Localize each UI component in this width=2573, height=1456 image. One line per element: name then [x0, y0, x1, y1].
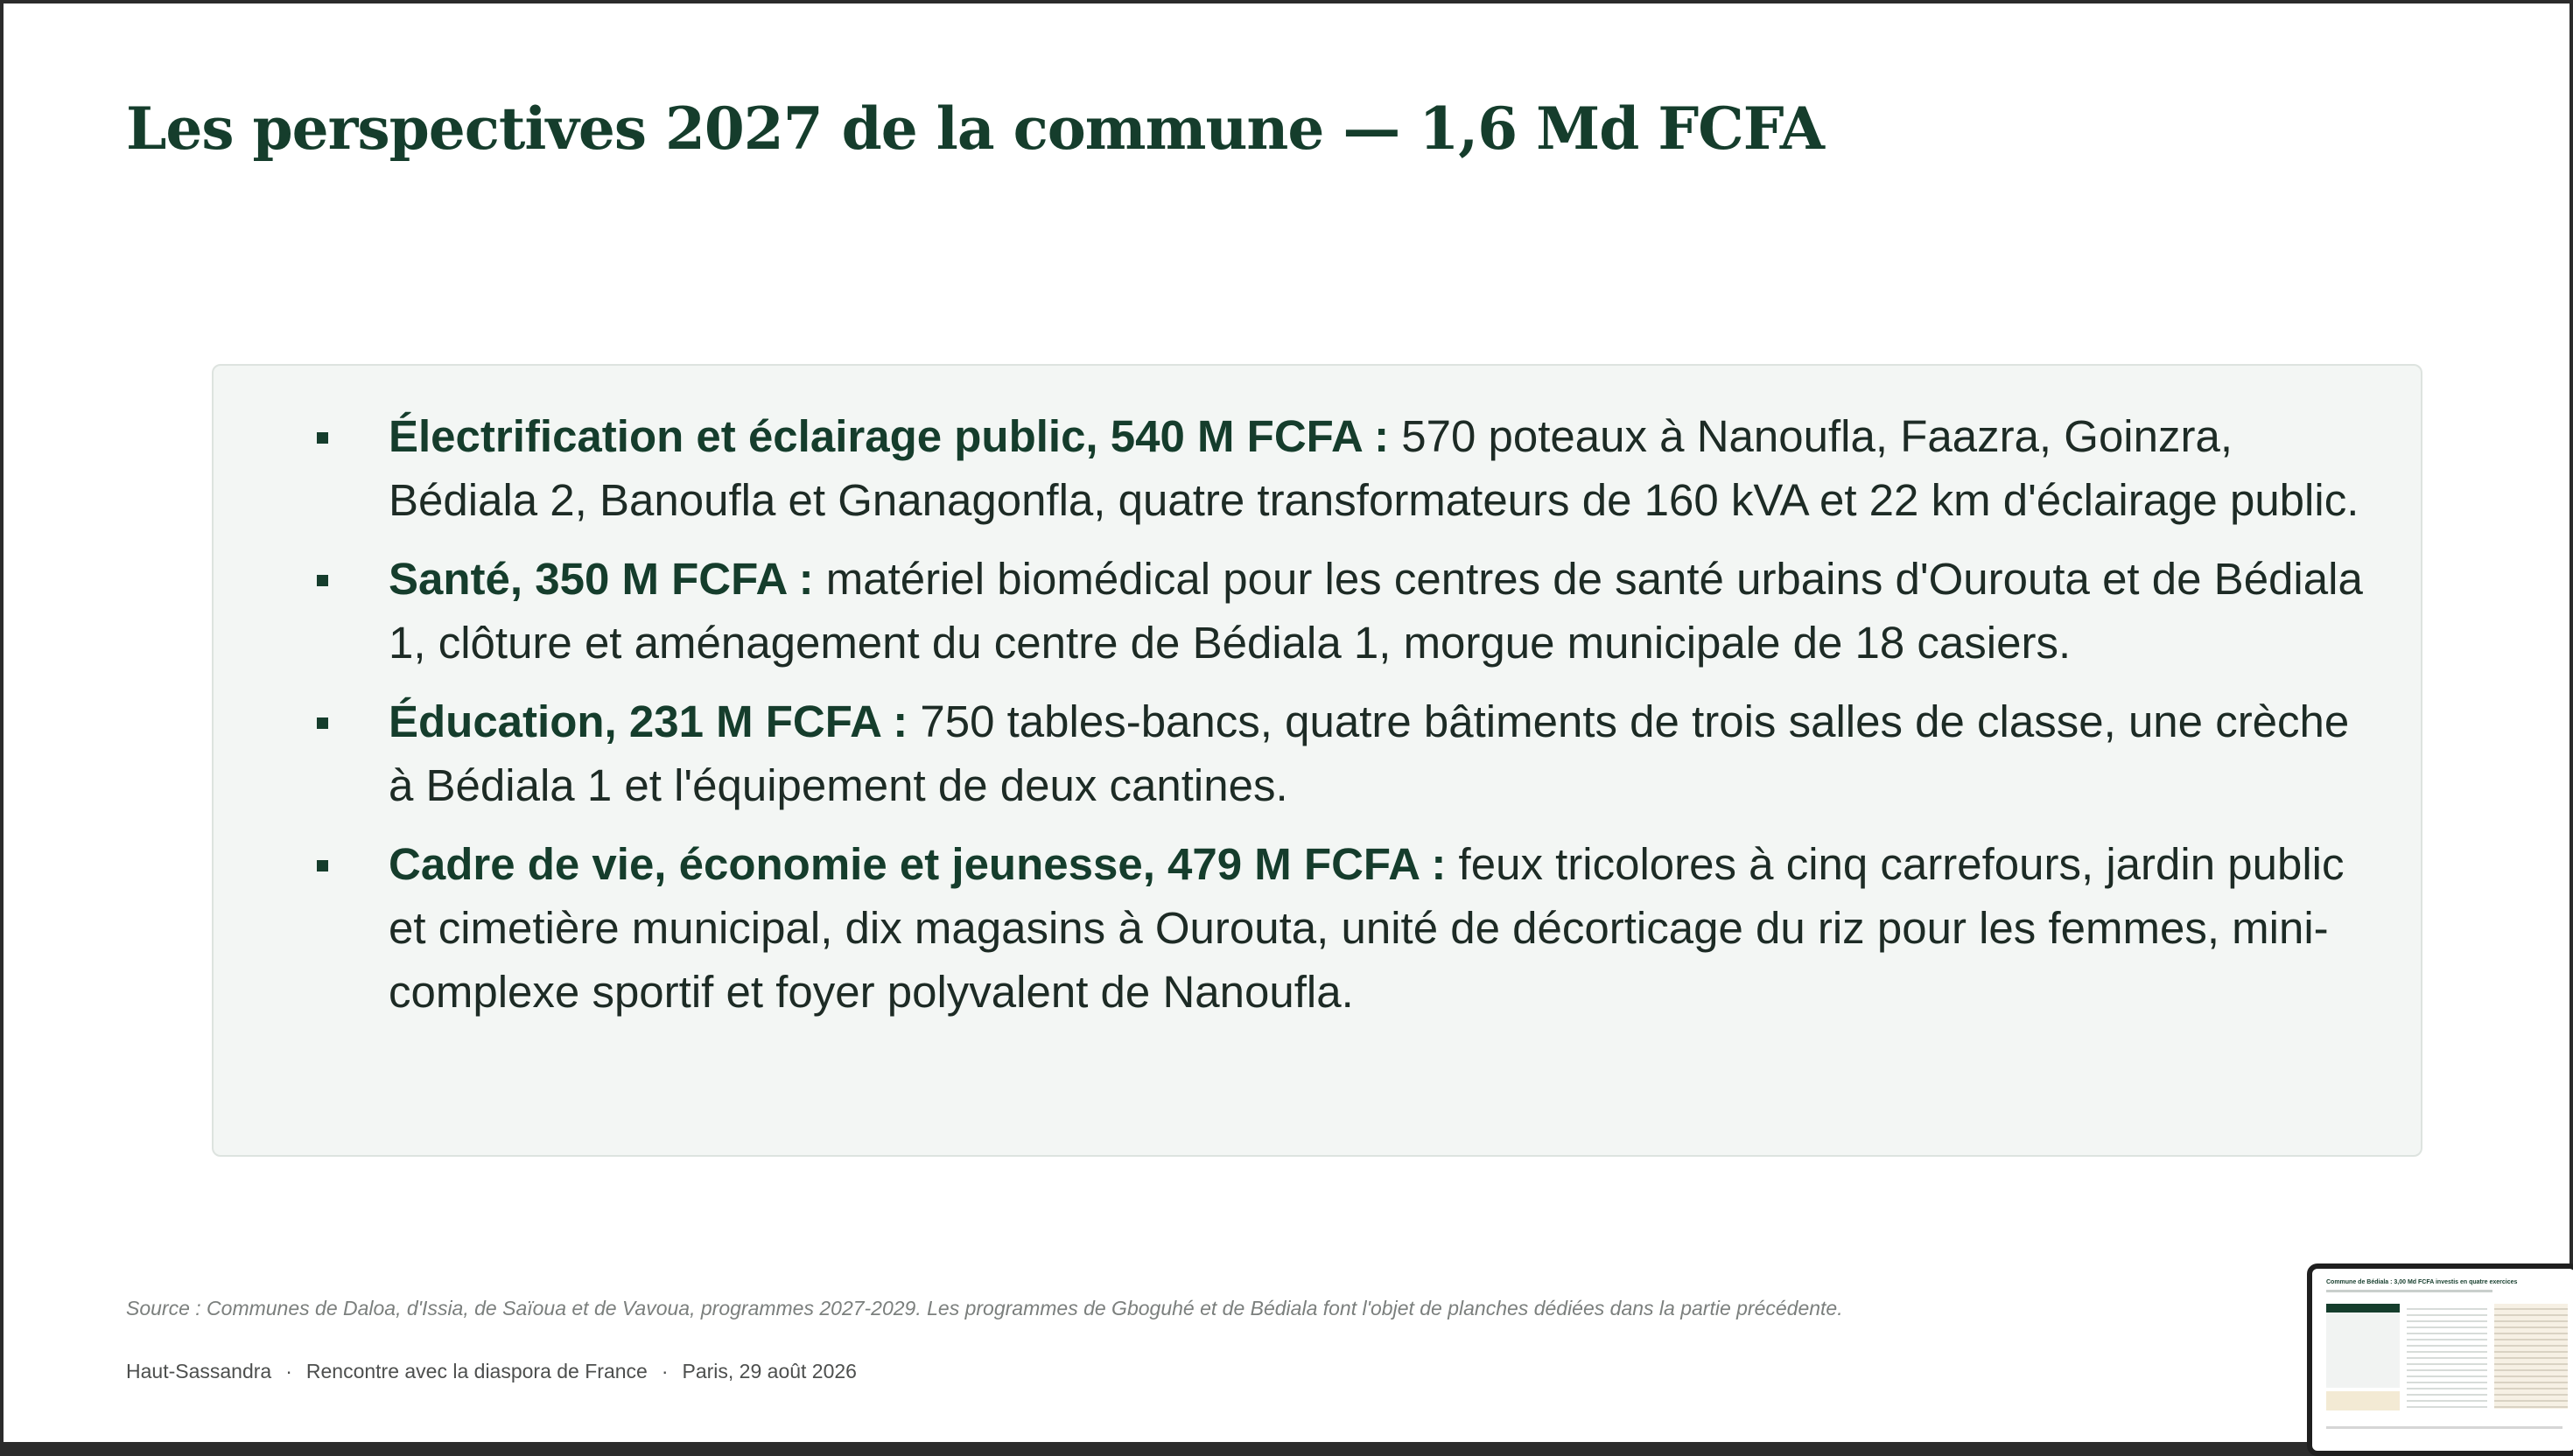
slide-thumbnail[interactable] — [2307, 1264, 2573, 1456]
bullet-list — [214, 404, 2421, 1039]
footer-region: Haut-Sassandra — [126, 1360, 272, 1382]
bullet-cadre-de-vie — [214, 832, 2421, 1024]
square-bullet-icon — [317, 575, 328, 586]
bullet-lead: Éducation, 231 M FCFA : — [389, 696, 908, 746]
bullet-text: matériel biomédical pour les centres de santé urbains d'Ourouta et de Bédiala 1, clôture et aménagement du centre de Bédiala 1, morgue municipale de 18 casiers. — [389, 554, 2363, 668]
slide-title: Les perspectives 2027 de la commune — 1,6 Md FCFA — [126, 94, 1824, 163]
slide — [4, 4, 2569, 1442]
square-bullet-icon — [317, 718, 328, 729]
bullet-text: 570 poteaux à Nanoufla, Faazra, Goinzra, Bédiala 2, Banoufla et Gnanagonfla, quatre transformateurs de 160 kVA et 22 km d'éclairage public. — [389, 411, 2359, 525]
slide-footer — [126, 1360, 857, 1383]
square-bullet-icon — [317, 432, 328, 444]
perspectives-box — [212, 364, 2422, 1157]
thumbnail-table — [2326, 1304, 2400, 1388]
thumbnail-side-column — [2494, 1304, 2568, 1409]
footer-separator: · — [285, 1360, 292, 1382]
bullet-text: feux tricolores à cinq carrefours, jardin public et cimetière municipal, dix magasins à Ourouta, unité de décorticage du riz pour les femmes, mini-complexe sportif et foyer polyvalent de Nanoufla. — [389, 839, 2345, 1017]
bullet-education — [214, 690, 2421, 817]
thumbnail-text-column — [2407, 1304, 2487, 1409]
footer-separator: · — [661, 1360, 669, 1382]
source-note: Source : Communes de Daloa, d'Issia, de Saïoua et de Vavoua, programmes 2027-2029. Les programmes de Gboguhé et de Bédiala font l'objet de planches dédiées dans la partie précédente. — [126, 1297, 1843, 1320]
thumbnail-footer-line — [2326, 1426, 2562, 1429]
bullet-lead: Santé, 350 M FCFA : — [389, 554, 814, 604]
footer-place-date: Paris, 29 août 2026 — [682, 1360, 857, 1382]
bullet-electrification — [214, 404, 2421, 532]
thumbnail-table-header — [2326, 1304, 2400, 1312]
bullet-lead: Électrification et éclairage public, 540 M FCFA : — [389, 411, 1390, 461]
thumbnail-highlight — [2326, 1391, 2400, 1410]
thumbnail-subtitle-line — [2326, 1290, 2492, 1292]
footer-event: Rencontre avec la diaspora de France — [305, 1360, 648, 1382]
bullet-text: 750 tables-bancs, quatre bâtiments de trois salles de classe, une crèche à Bédiala 1 et l'équipement de deux cantines. — [389, 696, 2350, 810]
bullet-lead: Cadre de vie, économie et jeunesse, 479 M FCFA : — [389, 839, 1447, 889]
bullet-sante — [214, 547, 2421, 675]
square-bullet-icon — [317, 860, 328, 872]
thumbnail-title: Commune de Bédiala : 3,00 Md FCFA investis en quatre exercices — [2326, 1279, 2518, 1285]
